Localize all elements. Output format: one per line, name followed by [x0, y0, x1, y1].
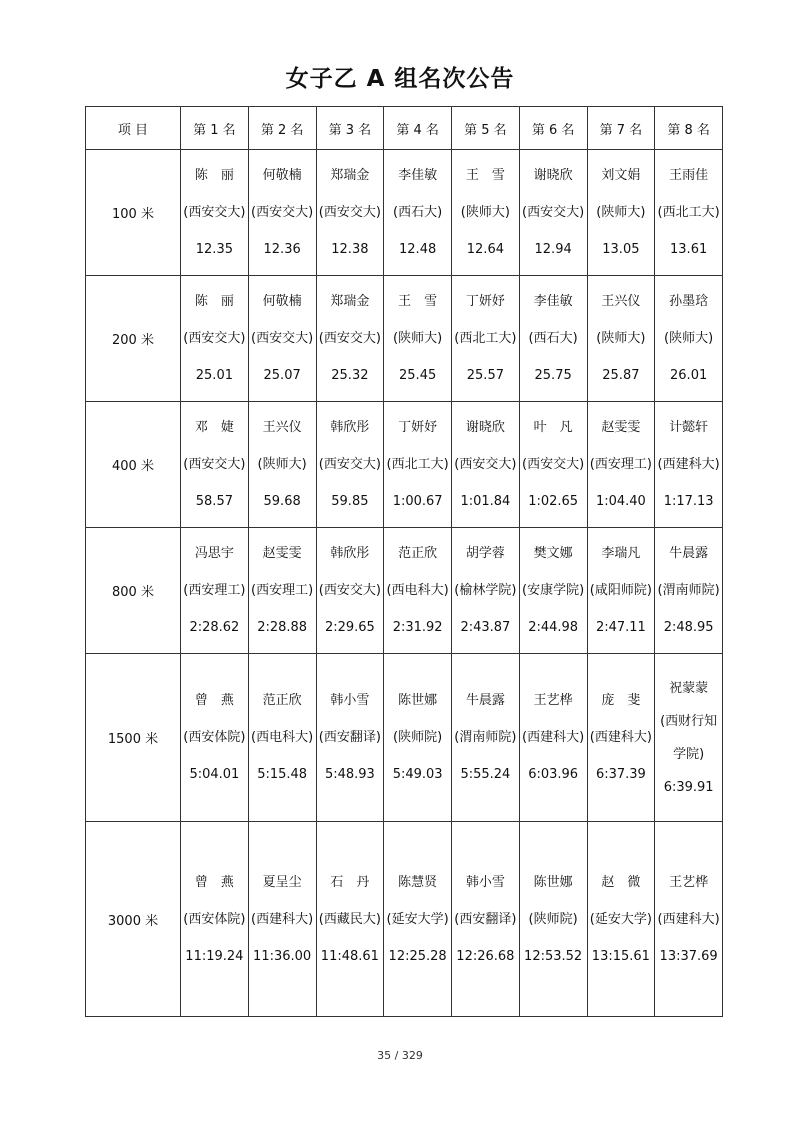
result-mark: 12.35	[195, 242, 233, 257]
result-mark: 25.45	[399, 368, 437, 383]
school-name: 学院)	[673, 746, 705, 762]
result-cell	[519, 822, 587, 1017]
athlete-name: 樊文娜	[533, 546, 573, 561]
athlete-name: 赵 微	[601, 874, 641, 890]
result-mark: 12:53.52	[524, 948, 583, 964]
results-table	[85, 106, 723, 1017]
result-mark: 13:37.69	[659, 948, 718, 964]
school-name: (西建科大)	[589, 730, 652, 745]
result-mark: 25.57	[466, 368, 504, 383]
result-mark: 58.57	[195, 494, 233, 509]
school-name: (延安大学)	[589, 911, 652, 927]
athlete-name: 郑瑞金	[330, 294, 370, 309]
result-cell	[316, 654, 384, 822]
table-header-row	[86, 107, 723, 150]
page-title: 女子乙 A 组名次公告	[285, 66, 515, 92]
result-mark: 25.01	[195, 368, 233, 383]
athlete-name: 韩欣彤	[330, 546, 370, 561]
result-mark: 13.05	[602, 242, 640, 257]
event-cell: 1500 米	[86, 654, 181, 822]
result-mark: 2:48.95	[663, 620, 714, 635]
event-cell: 400 米	[86, 402, 181, 528]
athlete-name: 胡学蓉	[465, 546, 505, 561]
athlete-name: 李瑞凡	[601, 546, 641, 561]
school-name: (陕师大)	[596, 205, 646, 220]
athlete-name: 李佳敏	[398, 168, 438, 183]
header-rank-3: 第 3 名	[316, 107, 384, 150]
result-mark: 5:55.24	[460, 767, 511, 782]
school-name: (西北工大)	[454, 331, 517, 346]
result-cell	[452, 402, 520, 528]
result-mark: 12.38	[331, 242, 369, 257]
result-mark: 6:03.96	[528, 767, 579, 782]
result-cell	[248, 654, 316, 822]
result-cell	[181, 276, 249, 402]
school-name: (西安交大)	[522, 205, 585, 220]
school-name: (西安交大)	[251, 331, 314, 346]
school-name: (西建科大)	[522, 730, 585, 745]
result-mark: 1:00.67	[392, 494, 443, 509]
school-name: (西安交大)	[454, 457, 517, 472]
result-cell	[587, 150, 655, 276]
athlete-name: 王 雪	[398, 294, 438, 309]
result-cell	[316, 150, 384, 276]
athlete-name: 邓 婕	[194, 420, 234, 435]
school-name: (西建科大)	[657, 911, 720, 927]
athlete-name: 孙墨琀	[669, 294, 709, 309]
result-cell	[587, 276, 655, 402]
school-name: (西安交大)	[183, 331, 246, 346]
result-mark: 25.07	[263, 368, 301, 383]
athlete-name: 谢晓欣	[465, 420, 505, 435]
school-name: (西安交大)	[318, 205, 381, 220]
result-mark: 2:28.62	[189, 620, 240, 635]
school-name: (西石大)	[528, 331, 578, 346]
school-name: (西安理工)	[589, 457, 652, 472]
page-number: 35 / 329	[377, 1049, 423, 1062]
school-name: (西建科大)	[251, 911, 314, 927]
table-row	[86, 654, 723, 822]
result-cell	[519, 276, 587, 402]
result-cell	[519, 402, 587, 528]
result-mark: 25.87	[602, 368, 640, 383]
result-mark: 26.01	[670, 368, 708, 383]
school-name: (榆林学院)	[454, 583, 517, 598]
result-cell	[248, 150, 316, 276]
result-mark: 5:49.03	[392, 767, 443, 782]
school-name: (陕师院)	[393, 730, 443, 745]
athlete-name: 陈慧贤	[398, 874, 438, 890]
result-cell	[519, 528, 587, 654]
result-mark: 1:04.40	[595, 494, 646, 509]
athlete-name: 王兴仪	[601, 294, 641, 309]
athlete-name: 范正欣	[398, 546, 438, 561]
athlete-name: 庞 斐	[601, 693, 641, 708]
school-name: (西安交大)	[318, 457, 381, 472]
result-mark: 25.75	[534, 368, 572, 383]
header-rank-2: 第 2 名	[248, 107, 316, 150]
table-row	[86, 822, 723, 1017]
result-cell	[384, 822, 452, 1017]
result-cell	[248, 822, 316, 1017]
result-mark: 12.94	[534, 242, 572, 257]
school-name: (陕师大)	[393, 331, 443, 346]
athlete-name: 韩欣彤	[330, 420, 370, 435]
school-name: (西藏民大)	[318, 911, 381, 927]
athlete-name: 丁妍妤	[465, 294, 505, 309]
school-name: (陕师院)	[528, 911, 578, 927]
athlete-name: 石 丹	[330, 874, 370, 890]
result-cell	[452, 822, 520, 1017]
school-name: (咸阳师院)	[589, 583, 652, 598]
school-name: (陕师大)	[257, 457, 307, 472]
event-cell: 3000 米	[86, 822, 181, 1017]
athlete-name: 陈 丽	[194, 168, 234, 183]
athlete-name: 曾 燕	[194, 693, 234, 708]
result-cell	[384, 654, 452, 822]
athlete-name: 陈 丽	[194, 294, 234, 309]
result-cell	[384, 150, 452, 276]
result-mark: 5:04.01	[189, 767, 240, 782]
athlete-name: 丁妍妤	[398, 420, 438, 435]
result-cell	[316, 276, 384, 402]
result-mark: 1:02.65	[528, 494, 579, 509]
result-mark: 5:48.93	[324, 767, 375, 782]
school-name: (西安交大)	[522, 457, 585, 472]
athlete-name: 范正欣	[262, 693, 302, 708]
athlete-name: 曾 燕	[194, 874, 234, 890]
result-cell	[519, 150, 587, 276]
result-mark: 11:48.61	[320, 948, 379, 964]
result-mark: 1:01.84	[460, 494, 511, 509]
result-mark: 2:29.65	[324, 620, 375, 635]
header-event: 项 目	[86, 107, 181, 150]
event-cell: 800 米	[86, 528, 181, 654]
athlete-name: 李佳敏	[533, 294, 573, 309]
school-name: (西安体院)	[183, 911, 246, 927]
event-cell: 100 米	[86, 150, 181, 276]
result-cell	[316, 402, 384, 528]
athlete-name: 谢晓欣	[533, 168, 573, 183]
result-cell	[587, 402, 655, 528]
athlete-name: 韩小雪	[465, 874, 505, 890]
result-cell	[452, 654, 520, 822]
result-mark: 12.36	[263, 242, 301, 257]
result-mark: 59.68	[263, 494, 301, 509]
result-mark: 13:15.61	[591, 948, 650, 964]
event-cell: 200 米	[86, 276, 181, 402]
result-cell	[452, 528, 520, 654]
school-name: (西安交大)	[318, 331, 381, 346]
school-name: (陕师大)	[664, 331, 714, 346]
school-name: (西电科大)	[386, 583, 449, 598]
athlete-name: 韩小雪	[330, 693, 370, 708]
header-rank-4: 第 4 名	[384, 107, 452, 150]
athlete-name: 牛晨露	[465, 693, 505, 708]
athlete-name: 何敬楠	[262, 168, 302, 183]
table-row	[86, 402, 723, 528]
athlete-name: 祝蒙蒙	[669, 680, 709, 696]
school-name: (西北工大)	[657, 205, 720, 220]
school-name: (西安理工)	[251, 583, 314, 598]
header-rank-8: 第 8 名	[655, 107, 723, 150]
school-name: (西北工大)	[386, 457, 449, 472]
header-rank-5: 第 5 名	[452, 107, 520, 150]
result-mark: 6:39.91	[663, 779, 714, 795]
table-row	[86, 276, 723, 402]
school-name: (西电科大)	[251, 730, 314, 745]
result-mark: 59.85	[331, 494, 369, 509]
school-name: (西安理工)	[183, 583, 246, 598]
result-cell	[181, 528, 249, 654]
header-rank-6: 第 6 名	[519, 107, 587, 150]
athlete-name: 王艺桦	[669, 874, 709, 890]
athlete-name: 赵雯雯	[601, 420, 641, 435]
header-rank-1: 第 1 名	[181, 107, 249, 150]
school-name: (西安交大)	[318, 583, 381, 598]
result-mark: 12:26.68	[456, 948, 515, 964]
athlete-name: 陈世娜	[533, 874, 573, 890]
result-mark: 11:36.00	[253, 948, 312, 964]
school-name: (西安交大)	[183, 457, 246, 472]
school-name: (西财行知	[660, 713, 718, 729]
result-mark: 12.48	[399, 242, 437, 257]
result-mark: 11:19.24	[185, 948, 244, 964]
athlete-name: 刘文娟	[601, 168, 641, 183]
athlete-name: 何敬楠	[262, 294, 302, 309]
athlete-name: 夏呈尘	[262, 874, 302, 890]
athlete-name: 计懿轩	[669, 420, 709, 435]
school-name: (西建科大)	[657, 457, 720, 472]
school-name: (西安翻译)	[454, 911, 517, 927]
athlete-name: 陈世娜	[398, 693, 438, 708]
athlete-name: 郑瑞金	[330, 168, 370, 183]
school-name: (西安交大)	[251, 205, 314, 220]
result-mark: 25.32	[331, 368, 369, 383]
result-cell	[181, 150, 249, 276]
result-cell	[248, 402, 316, 528]
result-mark: 13.61	[670, 242, 708, 257]
result-cell	[587, 822, 655, 1017]
school-name: (渭南师院)	[454, 730, 517, 745]
school-name: (陕师大)	[596, 331, 646, 346]
school-name: (西安体院)	[183, 730, 246, 745]
result-cell	[384, 402, 452, 528]
result-mark: 2:43.87	[460, 620, 511, 635]
table-row	[86, 150, 723, 276]
school-name: (渭南师院)	[657, 583, 720, 598]
result-cell	[655, 150, 723, 276]
school-name: (西石大)	[393, 205, 443, 220]
result-cell	[655, 528, 723, 654]
athlete-name: 王雨佳	[669, 168, 709, 183]
result-cell	[655, 276, 723, 402]
result-cell	[316, 528, 384, 654]
result-cell	[181, 402, 249, 528]
school-name: (安康学院)	[522, 583, 585, 598]
result-mark: 12.64	[466, 242, 504, 257]
athlete-name: 叶 凡	[533, 420, 573, 435]
athlete-name: 冯思宇	[194, 546, 234, 561]
athlete-name: 赵雯雯	[262, 546, 302, 561]
school-name: (西安翻译)	[318, 730, 381, 745]
result-mark: 1:17.13	[663, 494, 714, 509]
result-mark: 12:25.28	[388, 948, 447, 964]
result-mark: 2:44.98	[528, 620, 579, 635]
athlete-name: 王 雪	[465, 168, 505, 183]
result-cell	[587, 654, 655, 822]
result-cell	[248, 528, 316, 654]
result-mark: 5:15.48	[257, 767, 308, 782]
header-rank-7: 第 7 名	[587, 107, 655, 150]
result-mark: 2:47.11	[595, 620, 646, 635]
result-cell	[519, 654, 587, 822]
result-mark: 6:37.39	[595, 767, 646, 782]
result-cell	[316, 822, 384, 1017]
result-cell	[181, 822, 249, 1017]
result-cell	[452, 150, 520, 276]
athlete-name: 王兴仪	[262, 420, 302, 435]
result-cell	[384, 276, 452, 402]
athlete-name: 牛晨露	[669, 546, 709, 561]
school-name: (延安大学)	[386, 911, 449, 927]
result-cell	[384, 528, 452, 654]
athlete-name: 王艺桦	[533, 693, 573, 708]
result-cell	[452, 276, 520, 402]
result-cell	[248, 276, 316, 402]
school-name: (陕师大)	[460, 205, 510, 220]
result-mark: 2:28.88	[257, 620, 308, 635]
result-cell	[181, 654, 249, 822]
result-cell	[587, 528, 655, 654]
result-mark: 2:31.92	[392, 620, 443, 635]
table-row	[86, 528, 723, 654]
result-cell	[655, 654, 723, 822]
result-cell	[655, 822, 723, 1017]
school-name: (西安交大)	[183, 205, 246, 220]
result-cell	[655, 402, 723, 528]
